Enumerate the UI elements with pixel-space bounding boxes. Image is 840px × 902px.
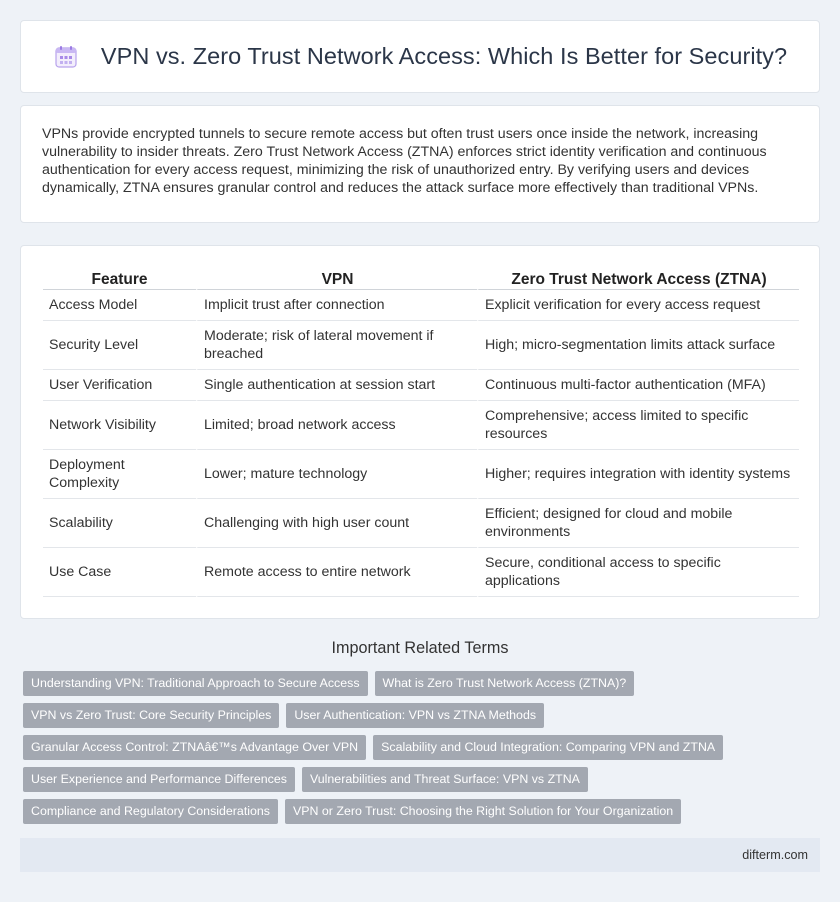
- comparison-table: [43, 268, 799, 597]
- intro-card: [20, 105, 820, 223]
- feature-cell: Scalability: [43, 499, 196, 548]
- related-term-link[interactable]: What is Zero Trust Network Access (ZTNA)?: [375, 671, 635, 696]
- table-row: [43, 548, 799, 597]
- related-term-link[interactable]: VPN or Zero Trust: Choosing the Right Solution for Your Organization: [285, 799, 681, 824]
- calendar-icon: [53, 44, 79, 70]
- footer: [20, 838, 820, 872]
- table-row: [43, 370, 799, 401]
- ztna-cell: Higher; requires integration with identity systems: [477, 450, 799, 499]
- vpn-cell: Limited; broad network access: [196, 401, 477, 450]
- vpn-cell: Single authentication at session start: [196, 370, 477, 401]
- ztna-cell: Efficient; designed for cloud and mobile environments: [477, 499, 799, 548]
- ztna-cell: Explicit verification for every access request: [477, 290, 799, 321]
- related-term-link[interactable]: Scalability and Cloud Integration: Comparing VPN and ZTNA: [373, 735, 723, 760]
- header-card: [20, 20, 820, 93]
- page-title: VPN vs. Zero Trust Network Access: Which Is Better for Security?: [100, 43, 788, 69]
- column-header-vpn: VPN: [196, 268, 477, 290]
- intro-paragraph: VPNs provide encrypted tunnels to secure remote access but often trust users once inside the network, increasing vulnerability to insider threats. Zero Trust Network Access (ZTNA) enforces strict identity verification and continuous authentication for every access request, minimizing the risk of unauthorized entry. By verifying users and devices dynamically, ZTNA ensures granular control and reduces the attack surface more effectively than traditional VPNs.: [42, 126, 767, 196]
- table-header-row: [43, 268, 799, 290]
- related-term-link[interactable]: Understanding VPN: Traditional Approach to Secure Access: [23, 671, 368, 696]
- ztna-cell: Comprehensive; access limited to specific resources: [477, 401, 799, 450]
- table-row: [43, 290, 799, 321]
- comparison-table-card: [20, 245, 820, 619]
- related-term-link[interactable]: Granular Access Control: ZTNAâ€™s Advantage Over VPN: [23, 735, 366, 760]
- feature-cell: Security Level: [43, 321, 196, 370]
- ztna-cell: Continuous multi-factor authentication (MFA): [477, 370, 799, 401]
- vpn-cell: Moderate; risk of lateral movement if breached: [196, 321, 477, 370]
- feature-cell: Use Case: [43, 548, 196, 597]
- related-terms-heading: Important Related Terms: [331, 639, 509, 657]
- table-row: [43, 401, 799, 450]
- feature-cell: Access Model: [43, 290, 196, 321]
- related-terms-list: [23, 671, 823, 831]
- feature-cell: Deployment Complexity: [43, 450, 196, 499]
- feature-cell: Network Visibility: [43, 401, 196, 450]
- ztna-cell: Secure, conditional access to specific applications: [477, 548, 799, 597]
- related-term-link[interactable]: VPN vs Zero Trust: Core Security Principles: [23, 703, 279, 728]
- column-header-ztna: Zero Trust Network Access (ZTNA): [477, 268, 799, 290]
- related-term-link[interactable]: User Experience and Performance Differences: [23, 767, 295, 792]
- ztna-cell: High; micro-segmentation limits attack surface: [477, 321, 799, 370]
- related-term-link[interactable]: Compliance and Regulatory Considerations: [23, 799, 278, 824]
- footer-site-name: difterm.com: [742, 848, 808, 862]
- table-row: [43, 499, 799, 548]
- table-row: [43, 321, 799, 370]
- vpn-cell: Remote access to entire network: [196, 548, 477, 597]
- vpn-cell: Challenging with high user count: [196, 499, 477, 548]
- feature-cell: User Verification: [43, 370, 196, 401]
- related-term-link[interactable]: User Authentication: VPN vs ZTNA Methods: [286, 703, 544, 728]
- column-header-feature: Feature: [43, 268, 196, 290]
- related-term-link[interactable]: Vulnerabilities and Threat Surface: VPN vs ZTNA: [302, 767, 588, 792]
- vpn-cell: Lower; mature technology: [196, 450, 477, 499]
- vpn-cell: Implicit trust after connection: [196, 290, 477, 321]
- table-row: [43, 450, 799, 499]
